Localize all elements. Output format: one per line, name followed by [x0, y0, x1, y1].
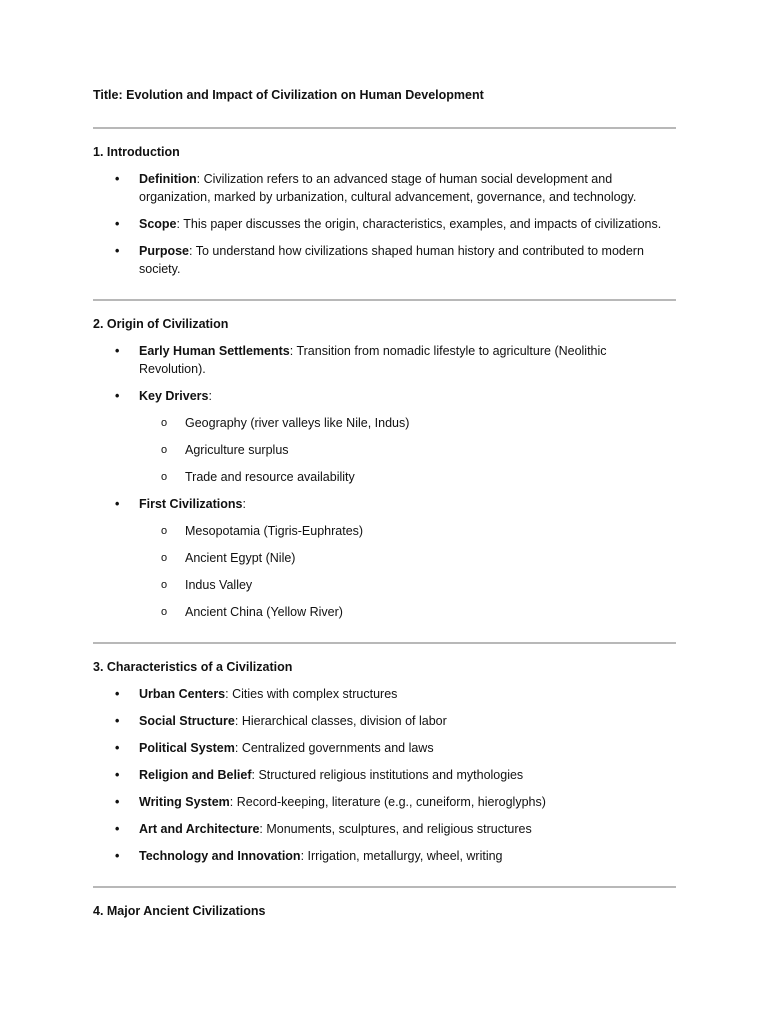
list-item: [93, 215, 676, 233]
item-text: : Monuments, sculptures, and religious structures: [259, 822, 532, 836]
sub-item-text: Ancient Egypt (Nile): [185, 551, 296, 565]
item-text: : To understand how civilizations shaped human history and contributed to modern society.: [139, 244, 644, 276]
bullet-icon: •: [115, 714, 120, 728]
bullet-icon: •: [115, 795, 120, 809]
item-term: Early Human Settlements: [139, 344, 290, 358]
list-item: [93, 242, 676, 278]
sub-list-item: [139, 414, 676, 432]
list-item: [93, 793, 676, 811]
bullet-icon: •: [115, 849, 120, 863]
sub-item-text: Geography (river valleys like Nile, Indus): [185, 416, 410, 430]
document-title: Title: Evolution and Impact of Civilization on Human Development: [93, 88, 484, 102]
circle-bullet-icon: o: [161, 471, 168, 483]
section-heading-introduction: 1. Introduction: [93, 145, 180, 159]
circle-bullet-icon: o: [161, 579, 168, 591]
item-text: : Civilization refers to an advanced stage of human social development and organization, marked by urbanization, cultural advancement, governance, and technology.: [139, 172, 637, 204]
circle-bullet-icon: o: [161, 525, 168, 537]
list-item: [93, 847, 676, 865]
list-item: [93, 495, 676, 621]
bullet-icon: •: [115, 217, 120, 231]
item-text: : Centralized governments and laws: [234, 741, 434, 755]
sub-list-item: [139, 522, 676, 540]
sub-list: [139, 522, 676, 621]
section-heading-origin: 2. Origin of Civilization: [93, 317, 229, 331]
bullet-icon: •: [115, 244, 120, 258]
item-term: First Civilizations: [139, 497, 243, 511]
list-item: [93, 387, 676, 486]
list-item: [93, 739, 676, 757]
bullet-icon: •: [115, 687, 120, 701]
sub-list-item: [139, 603, 676, 621]
list-item: [93, 685, 676, 703]
item-term: Key Drivers: [139, 389, 209, 403]
sub-list-item: [139, 549, 676, 567]
circle-bullet-icon: o: [161, 444, 168, 456]
origin-list: [93, 342, 676, 621]
item-text: : Irrigation, metallurgy, wheel, writing: [300, 849, 503, 863]
list-item: [93, 766, 676, 784]
list-item: [93, 712, 676, 730]
item-term: Political System: [139, 741, 235, 755]
sub-item-text: Indus Valley: [185, 578, 253, 592]
item-text: : Cities with complex structures: [225, 687, 398, 701]
introduction-list: [93, 170, 676, 278]
sub-list-item: [139, 468, 676, 486]
circle-bullet-icon: o: [161, 606, 168, 618]
bullet-icon: •: [115, 497, 120, 511]
bullet-icon: •: [115, 389, 120, 403]
item-term: Art and Architecture: [139, 822, 260, 836]
item-text: : Hierarchical classes, division of labor: [234, 714, 447, 728]
item-text: : Transition from nomadic lifestyle to agriculture (Neolithic Revolution).: [139, 344, 607, 376]
sub-item-text: Mesopotamia (Tigris-Euphrates): [185, 524, 364, 538]
sub-item-text: Ancient China (Yellow River): [185, 605, 343, 619]
list-item: [93, 820, 676, 838]
bullet-icon: •: [115, 768, 120, 782]
item-term: Religion and Belief: [139, 768, 252, 782]
bullet-icon: •: [115, 822, 120, 836]
sub-list-item: [139, 441, 676, 459]
item-text: : This paper discusses the origin, characteristics, examples, and impacts of civilizations.: [176, 217, 662, 231]
list-item: [93, 170, 676, 206]
item-text: : Structured religious institutions and mythologies: [251, 768, 524, 782]
item-text: :: [208, 389, 212, 403]
item-term: Social Structure: [139, 714, 235, 728]
document-page: [93, 86, 676, 920]
item-term: Technology and Innovation: [139, 849, 301, 863]
circle-bullet-icon: o: [161, 417, 168, 429]
item-term: Scope: [139, 217, 177, 231]
item-term: Writing System: [139, 795, 230, 809]
item-term: Definition: [139, 172, 197, 186]
section-heading-major-civilizations: 4. Major Ancient Civilizations: [93, 904, 266, 918]
circle-bullet-icon: o: [161, 552, 168, 564]
characteristics-list: [93, 685, 676, 865]
bullet-icon: •: [115, 741, 120, 755]
list-item: [93, 342, 676, 378]
item-text: :: [242, 497, 246, 511]
section-heading-characteristics: 3. Characteristics of a Civilization: [93, 660, 293, 674]
sub-item-text: Trade and resource availability: [185, 470, 355, 484]
bullet-icon: •: [115, 344, 120, 358]
bullet-icon: •: [115, 172, 120, 186]
item-text: : Record-keeping, literature (e.g., cuneiform, hieroglyphs): [229, 795, 546, 809]
sub-list: [139, 414, 676, 486]
sub-item-text: Agriculture surplus: [185, 443, 289, 457]
item-term: Purpose: [139, 244, 190, 258]
sub-list-item: [139, 576, 676, 594]
item-term: Urban Centers: [139, 687, 226, 701]
